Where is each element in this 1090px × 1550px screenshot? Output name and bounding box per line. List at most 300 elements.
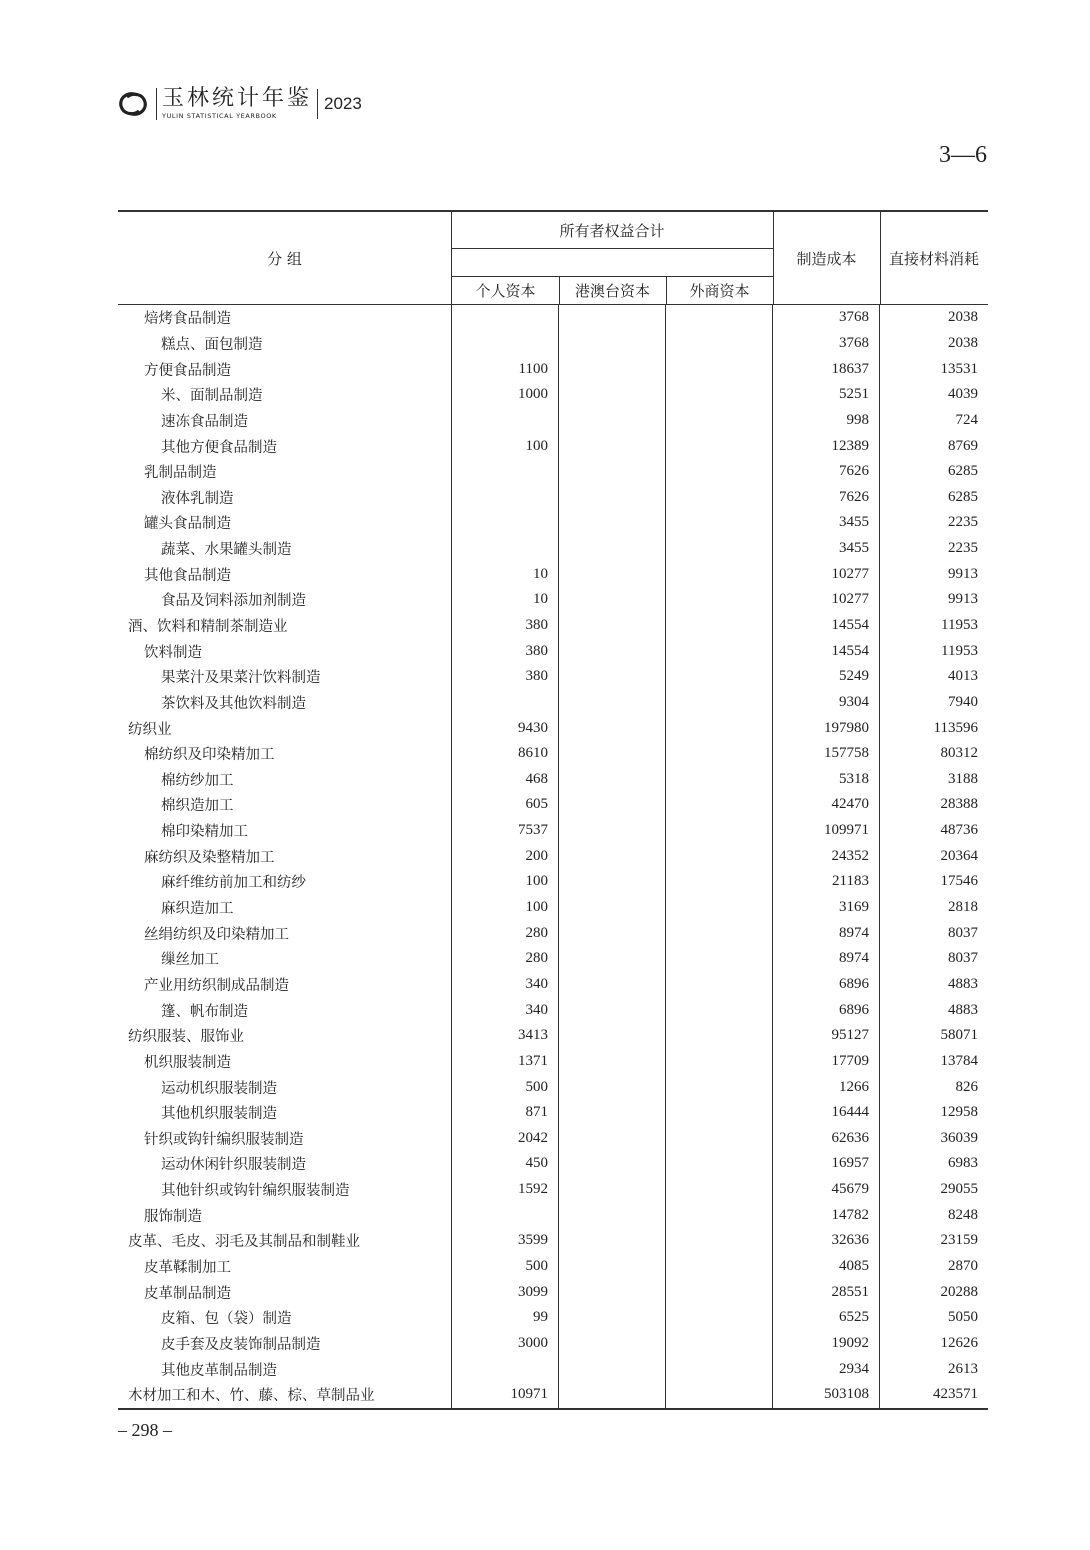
row-name: 糕点、面包制造 (161, 336, 263, 353)
row-name: 麻纤维纺前加工和纺纱 (161, 875, 306, 892)
page-header (115, 86, 362, 122)
cell-material: 23159 (879, 1228, 988, 1254)
row-name: 皮革鞣制加工 (144, 1260, 231, 1277)
cell-personal (451, 1356, 558, 1382)
table-row (118, 1356, 988, 1382)
row-name: 纺织服装、服饰业 (128, 1029, 244, 1046)
cell-personal: 871 (451, 1100, 558, 1126)
cell-hmt (558, 1177, 665, 1203)
table-row (118, 1382, 988, 1408)
cell-mfg-cost: 6525 (772, 1305, 879, 1331)
yearbook-title-en: YULIN STATISTICAL YEARBOOK (162, 112, 277, 121)
cell-material: 36039 (879, 1126, 988, 1152)
cell-mfg-cost: 4085 (772, 1254, 879, 1280)
cell-material: 17546 (879, 869, 988, 895)
cell-hmt (558, 536, 665, 562)
cell-hmt (558, 869, 665, 895)
row-name: 米、面制品制造 (161, 388, 263, 405)
table-row (118, 1100, 988, 1126)
cell-hmt (558, 1279, 665, 1305)
cell-foreign (665, 484, 772, 510)
cell-hmt (558, 741, 665, 767)
cell-foreign (665, 741, 772, 767)
cell-mfg-cost: 109971 (772, 818, 879, 844)
cell-hmt (558, 920, 665, 946)
cell-material: 4013 (879, 664, 988, 690)
table-row (118, 1177, 988, 1203)
cell-hmt (558, 1049, 665, 1075)
row-name: 运动机织服装制造 (161, 1080, 277, 1097)
cell-personal: 2042 (451, 1126, 558, 1152)
cell-hmt (558, 1254, 665, 1280)
cell-hmt (558, 433, 665, 459)
row-name: 速冻食品制造 (161, 413, 248, 430)
cell-mfg-cost: 62636 (772, 1126, 879, 1152)
cell-material: 7940 (879, 690, 988, 716)
table-row (118, 356, 988, 382)
cell-personal (451, 1202, 558, 1228)
cell-material: 2818 (879, 895, 988, 921)
cell-foreign (665, 1279, 772, 1305)
cell-personal: 380 (451, 664, 558, 690)
cell-personal (451, 331, 558, 357)
cell-foreign (665, 1177, 772, 1203)
cell-mfg-cost: 8974 (772, 920, 879, 946)
cell-personal (451, 536, 558, 562)
cell-material: 8037 (879, 946, 988, 972)
table-header (118, 212, 988, 305)
table-row (118, 843, 988, 869)
cell-personal: 500 (451, 1074, 558, 1100)
cell-mfg-cost: 28551 (772, 1279, 879, 1305)
cell-hmt (558, 305, 665, 331)
cell-personal: 100 (451, 869, 558, 895)
table-row (118, 1126, 988, 1152)
cell-hmt (558, 792, 665, 818)
cell-foreign (665, 459, 772, 485)
table-row (118, 1254, 988, 1280)
cell-hmt (558, 1151, 665, 1177)
cell-mfg-cost: 42470 (772, 792, 879, 818)
cell-hmt (558, 356, 665, 382)
cell-material: 724 (879, 408, 988, 434)
cell-material: 58071 (879, 1023, 988, 1049)
cell-material: 4883 (879, 997, 988, 1023)
header-direct-material: 直接材料消耗 (888, 249, 979, 268)
cell-hmt (558, 408, 665, 434)
table-row (118, 792, 988, 818)
cell-personal: 1000 (451, 382, 558, 408)
table-row (118, 767, 988, 793)
row-name: 棉印染精加工 (161, 824, 248, 841)
cell-material: 2235 (879, 536, 988, 562)
cell-material: 12958 (879, 1100, 988, 1126)
table-row (118, 1202, 988, 1228)
cell-mfg-cost: 6896 (772, 997, 879, 1023)
table-body (118, 305, 988, 1408)
cell-mfg-cost: 24352 (772, 843, 879, 869)
row-name: 液体乳制造 (161, 490, 234, 507)
cell-material: 80312 (879, 741, 988, 767)
cell-mfg-cost: 7626 (772, 459, 879, 485)
row-name: 罐头食品制造 (144, 516, 231, 533)
cell-personal: 3000 (451, 1331, 558, 1357)
cell-personal: 500 (451, 1254, 558, 1280)
cell-foreign (665, 587, 772, 613)
table-row (118, 587, 988, 613)
cell-foreign (665, 972, 772, 998)
cell-hmt (558, 587, 665, 613)
cell-material: 12626 (879, 1331, 988, 1357)
table-row (118, 510, 988, 536)
row-name: 棉纺织及印染精加工 (144, 747, 275, 764)
cell-hmt (558, 1126, 665, 1152)
cell-hmt (558, 1331, 665, 1357)
row-name: 乳制品制造 (144, 465, 217, 482)
table-row (118, 1023, 988, 1049)
cell-personal (451, 459, 558, 485)
cell-foreign (665, 408, 772, 434)
cell-personal: 99 (451, 1305, 558, 1331)
table-row (118, 536, 988, 562)
cell-hmt (558, 459, 665, 485)
row-name: 皮革、毛皮、羽毛及其制品和制鞋业 (128, 1234, 360, 1251)
cell-personal (451, 305, 558, 331)
table-row (118, 561, 988, 587)
header-personal-capital: 个人资本 (475, 281, 536, 300)
row-name: 缫丝加工 (161, 952, 219, 969)
cell-foreign (665, 536, 772, 562)
cell-material: 6285 (879, 459, 988, 485)
row-name: 皮手套及皮装饰制品制造 (161, 1336, 321, 1353)
row-name: 麻织造加工 (161, 901, 234, 918)
cell-foreign (665, 997, 772, 1023)
cell-foreign (665, 331, 772, 357)
cell-mfg-cost: 45679 (772, 1177, 879, 1203)
cell-mfg-cost: 14554 (772, 638, 879, 664)
table-row (118, 946, 988, 972)
cell-material: 9913 (879, 587, 988, 613)
cell-material: 113596 (879, 715, 988, 741)
yearbook-title: 玉林统计年鉴 (162, 86, 313, 112)
row-name: 其他皮革制品制造 (161, 1362, 277, 1379)
cell-material: 423571 (879, 1382, 988, 1408)
row-name: 木材加工和木、竹、藤、棕、草制品业 (128, 1388, 375, 1405)
table-row (118, 459, 988, 485)
cell-personal: 468 (451, 767, 558, 793)
cell-mfg-cost: 5249 (772, 664, 879, 690)
cell-hmt (558, 638, 665, 664)
cell-hmt (558, 1074, 665, 1100)
cell-personal: 7537 (451, 818, 558, 844)
table-row (118, 382, 988, 408)
cell-hmt (558, 946, 665, 972)
cell-material: 4883 (879, 972, 988, 998)
cell-foreign (665, 1023, 772, 1049)
cell-mfg-cost: 9304 (772, 690, 879, 716)
cell-personal: 340 (451, 997, 558, 1023)
cell-hmt (558, 997, 665, 1023)
cell-mfg-cost: 3768 (772, 331, 879, 357)
cell-mfg-cost: 10277 (772, 561, 879, 587)
cell-hmt (558, 818, 665, 844)
page-number: – 298 – (118, 1420, 172, 1440)
cell-material: 5050 (879, 1305, 988, 1331)
row-name: 棉纺纱加工 (161, 772, 234, 789)
cell-mfg-cost: 10277 (772, 587, 879, 613)
cell-hmt (558, 1356, 665, 1382)
cell-foreign (665, 818, 772, 844)
table-row (118, 305, 988, 331)
row-name: 丝绢纺织及印染精加工 (144, 926, 289, 943)
cell-personal: 340 (451, 972, 558, 998)
cell-hmt (558, 895, 665, 921)
row-name: 其他方便食品制造 (161, 439, 277, 456)
cell-foreign (665, 356, 772, 382)
cell-hmt (558, 1228, 665, 1254)
cell-foreign (665, 1305, 772, 1331)
cell-foreign (665, 767, 772, 793)
cell-material: 8037 (879, 920, 988, 946)
cell-mfg-cost: 18637 (772, 356, 879, 382)
cell-hmt (558, 331, 665, 357)
table-row (118, 1074, 988, 1100)
table-number: 3—6 (939, 142, 987, 168)
cell-personal: 3599 (451, 1228, 558, 1254)
cell-personal: 380 (451, 638, 558, 664)
yearbook-year: 2023 (317, 89, 362, 119)
cell-material: 20288 (879, 1279, 988, 1305)
cell-personal: 605 (451, 792, 558, 818)
cell-hmt (558, 613, 665, 639)
table-row (118, 331, 988, 357)
cell-hmt (558, 1305, 665, 1331)
cell-personal: 450 (451, 1151, 558, 1177)
table-row (118, 1049, 988, 1075)
cell-foreign (665, 895, 772, 921)
cell-material: 2038 (879, 331, 988, 357)
header-foreign-capital: 外商资本 (689, 281, 750, 300)
row-name: 棉织造加工 (161, 798, 234, 815)
row-name: 果菜汁及果菜汁饮料制造 (161, 670, 321, 687)
cell-foreign (665, 510, 772, 536)
cell-personal: 8610 (451, 741, 558, 767)
cell-hmt (558, 561, 665, 587)
table-row (118, 638, 988, 664)
table-row (118, 1279, 988, 1305)
cell-mfg-cost: 3455 (772, 510, 879, 536)
cell-personal: 1371 (451, 1049, 558, 1075)
cell-personal: 280 (451, 946, 558, 972)
row-name: 服饰制造 (144, 1208, 202, 1225)
cell-mfg-cost: 21183 (772, 869, 879, 895)
row-name: 饮料制造 (144, 644, 202, 661)
cell-mfg-cost: 95127 (772, 1023, 879, 1049)
table-row (118, 690, 988, 716)
cell-foreign (665, 946, 772, 972)
cell-hmt (558, 664, 665, 690)
cell-mfg-cost: 3455 (772, 536, 879, 562)
cell-hmt (558, 767, 665, 793)
cell-hmt (558, 715, 665, 741)
table-row (118, 484, 988, 510)
table-row (118, 664, 988, 690)
row-name: 产业用纺织制成品制造 (144, 977, 289, 994)
cell-hmt (558, 843, 665, 869)
cell-material: 13784 (879, 1049, 988, 1075)
cell-foreign (665, 792, 772, 818)
cell-personal: 100 (451, 433, 558, 459)
cell-mfg-cost: 1266 (772, 1074, 879, 1100)
cell-mfg-cost: 8974 (772, 946, 879, 972)
cell-mfg-cost: 16957 (772, 1151, 879, 1177)
cell-foreign (665, 561, 772, 587)
header-group: 分 组 (267, 249, 302, 268)
cell-foreign (665, 1049, 772, 1075)
table-row (118, 433, 988, 459)
cell-foreign (665, 1074, 772, 1100)
cell-personal: 10 (451, 561, 558, 587)
cell-material: 2235 (879, 510, 988, 536)
cell-personal (451, 408, 558, 434)
row-name: 运动休闲针织服装制造 (161, 1157, 306, 1174)
table-row (118, 1331, 988, 1357)
cell-hmt (558, 690, 665, 716)
cell-foreign (665, 869, 772, 895)
cell-foreign (665, 1202, 772, 1228)
cell-personal: 9430 (451, 715, 558, 741)
cell-hmt (558, 1382, 665, 1408)
row-name: 蔬菜、水果罐头制造 (161, 542, 292, 559)
row-name: 皮革制品制造 (144, 1285, 231, 1302)
cell-foreign (665, 690, 772, 716)
cell-mfg-cost: 2934 (772, 1356, 879, 1382)
cell-foreign (665, 1356, 772, 1382)
row-name: 其他针织或钩针编织服装制造 (161, 1183, 350, 1200)
cell-foreign (665, 1100, 772, 1126)
cell-material: 2613 (879, 1356, 988, 1382)
cell-personal: 200 (451, 843, 558, 869)
cell-hmt (558, 484, 665, 510)
cell-foreign (665, 843, 772, 869)
cell-mfg-cost: 14782 (772, 1202, 879, 1228)
table-row (118, 997, 988, 1023)
table-row (118, 920, 988, 946)
cell-material: 8769 (879, 433, 988, 459)
cell-personal: 1100 (451, 356, 558, 382)
row-name: 纺织业 (128, 721, 172, 738)
table-row (118, 741, 988, 767)
cell-material: 48736 (879, 818, 988, 844)
table-row (118, 1228, 988, 1254)
cell-personal (451, 510, 558, 536)
cell-mfg-cost: 32636 (772, 1228, 879, 1254)
yearbook-logo-icon (115, 89, 151, 119)
cell-personal: 1592 (451, 1177, 558, 1203)
cell-hmt (558, 510, 665, 536)
cell-foreign (665, 664, 772, 690)
header-hmt-capital: 港澳台资本 (574, 281, 650, 300)
cell-hmt (558, 1023, 665, 1049)
cell-material: 4039 (879, 382, 988, 408)
cell-foreign (665, 305, 772, 331)
cell-material: 3188 (879, 767, 988, 793)
header-mfg-cost: 制造成本 (796, 249, 857, 268)
table-row (118, 715, 988, 741)
row-name: 酒、饮料和精制茶制造业 (128, 619, 288, 635)
row-name: 皮箱、包（袋）制造 (161, 1311, 292, 1328)
row-name: 麻纺织及染整精加工 (144, 849, 275, 866)
table-row (118, 1305, 988, 1331)
cell-personal: 380 (451, 613, 558, 639)
table-row (118, 408, 988, 434)
row-name: 方便食品制造 (144, 362, 231, 379)
cell-personal: 3413 (451, 1023, 558, 1049)
cell-material: 29055 (879, 1177, 988, 1203)
cell-foreign (665, 1151, 772, 1177)
cell-mfg-cost: 16444 (772, 1100, 879, 1126)
header-divider (156, 88, 157, 120)
cell-mfg-cost: 12389 (772, 433, 879, 459)
cell-foreign (665, 382, 772, 408)
cell-mfg-cost: 6896 (772, 972, 879, 998)
cell-mfg-cost: 14554 (772, 613, 879, 639)
cell-material: 6285 (879, 484, 988, 510)
row-name: 焙烤食品制造 (144, 311, 231, 328)
cell-foreign (665, 433, 772, 459)
cell-mfg-cost: 3768 (772, 305, 879, 331)
table-row (118, 1151, 988, 1177)
cell-foreign (665, 1382, 772, 1408)
cell-mfg-cost: 17709 (772, 1049, 879, 1075)
cell-hmt (558, 382, 665, 408)
cell-personal: 10971 (451, 1382, 558, 1408)
cell-material: 11953 (879, 638, 988, 664)
table-row (118, 869, 988, 895)
cell-hmt (558, 1202, 665, 1228)
cell-material: 2870 (879, 1254, 988, 1280)
cell-foreign (665, 638, 772, 664)
table-row (118, 818, 988, 844)
cell-mfg-cost: 19092 (772, 1331, 879, 1357)
cell-foreign (665, 1228, 772, 1254)
cell-material: 8248 (879, 1202, 988, 1228)
cell-foreign (665, 1254, 772, 1280)
table-row (118, 972, 988, 998)
row-name: 针织或钩针编织服装制造 (144, 1131, 304, 1148)
cell-personal (451, 690, 558, 716)
cell-foreign (665, 1331, 772, 1357)
cell-mfg-cost: 5251 (772, 382, 879, 408)
cell-mfg-cost: 5318 (772, 767, 879, 793)
cell-mfg-cost: 157758 (772, 741, 879, 767)
cell-material: 11953 (879, 613, 988, 639)
row-name: 机织服装制造 (144, 1054, 231, 1071)
cell-material: 6983 (879, 1151, 988, 1177)
cell-hmt (558, 1100, 665, 1126)
data-table (118, 210, 988, 1410)
cell-mfg-cost: 503108 (772, 1382, 879, 1408)
cell-material: 2038 (879, 305, 988, 331)
cell-personal (451, 484, 558, 510)
cell-foreign (665, 1126, 772, 1152)
cell-material: 20364 (879, 843, 988, 869)
cell-personal: 280 (451, 920, 558, 946)
row-name: 其他机织服装制造 (161, 1106, 277, 1123)
cell-hmt (558, 972, 665, 998)
cell-mfg-cost: 7626 (772, 484, 879, 510)
cell-material: 9913 (879, 561, 988, 587)
